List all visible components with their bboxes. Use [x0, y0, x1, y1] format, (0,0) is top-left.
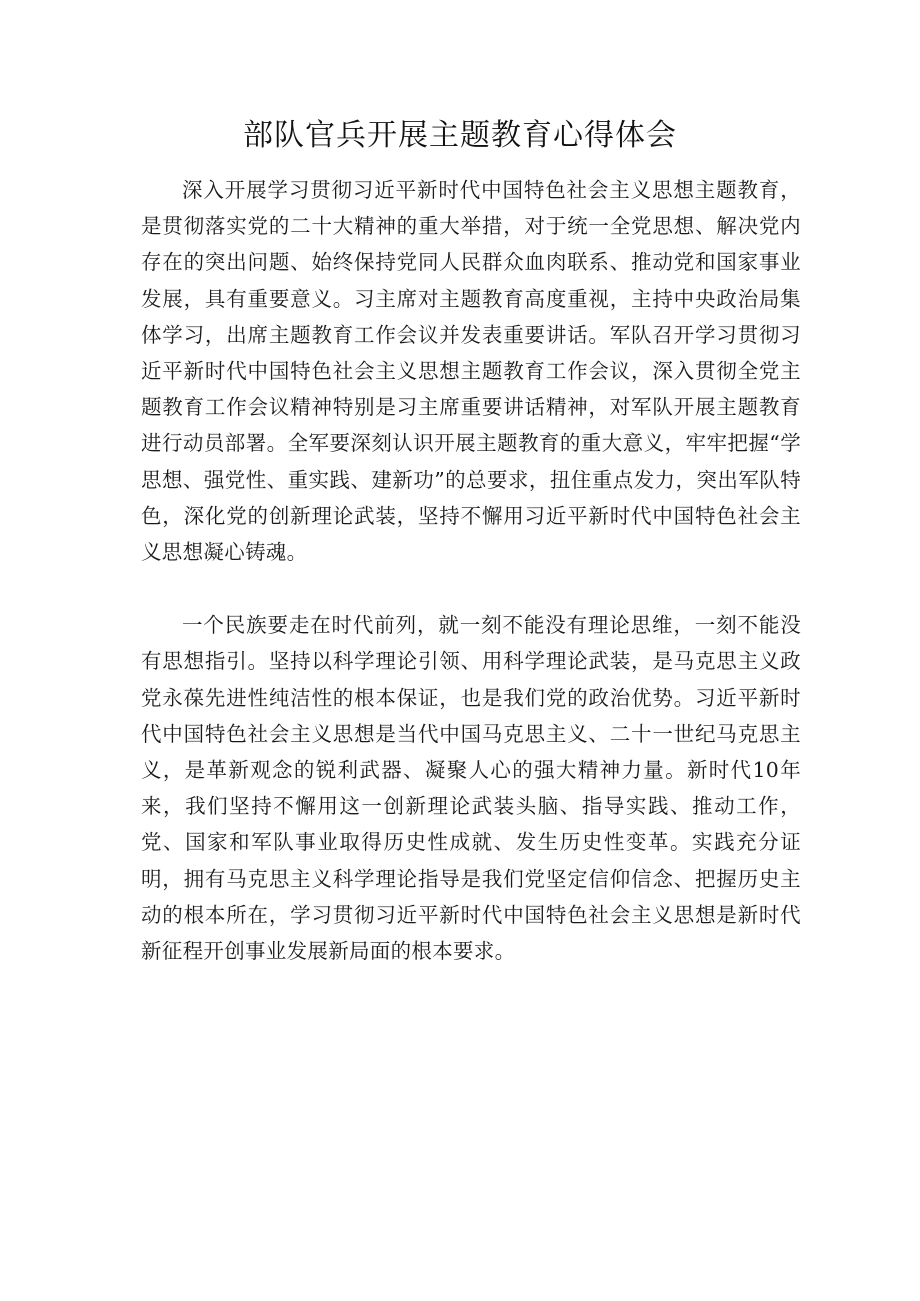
paragraph-2: 一个民族要走在时代前列，就一刻不能没有理论思维，一刻不能没有思想指引。坚持以科学理论引领、用科学理论武装，是马克思主义政党永葆先进性纯洁性的根本保证，也是我们党的政治优势。习近平新时代中国特色社会主义思想是当代中国马克思主义、二十一世纪马克思主义，是革新观念的锐利武器、凝聚人心的强大精神力量。新时代10年来，我们坚持不懈用这一创新理论武装头脑、指导实践、推动工作，党、国家和军队事业取得历史性成就、发生历史性变革。实践充分证明，拥有马克思主义科学理论指导是我们党坚定信仰信念、把握历史主动的根本所在，学习贯彻习近平新时代中国特色社会主义思想是新时代新征程开创事业发展新局面的根本要求。	[141, 613, 801, 964]
document-title: 部队官兵开展主题教育心得体会	[243, 118, 677, 153]
paragraph-1: 深入开展学习贯彻习近平新时代中国特色社会主义思想主题教育，是贯彻落实党的二十大精神的重大举措，对于统一全党思想、解决党内存在的突出问题、始终保持党同人民群众血肉联系、推动党和国家事业发展，具有重要意义。习主席对主题教育高度重视，主持中央政治局集体学习，出席主题教育工作会议并发表重要讲话。军队召开学习贯彻习近平新时代中国特色社会主义思想主题教育工作会议，深入贯彻全党主题教育工作会议精神特别是习主席重要讲话精神，对军队开展主题教育进行动员部署。全军要深刻认识开展主题教育的重大意义，牢牢把握“学思想、强党性、重实践、建新功”的总要求，扭住重点发力，突出军队特色，深化党的创新理论武装，坚持不懈用习近平新时代中国特色社会主义思想凝心铸魂。	[141, 178, 801, 565]
document-body	[141, 172, 801, 969]
